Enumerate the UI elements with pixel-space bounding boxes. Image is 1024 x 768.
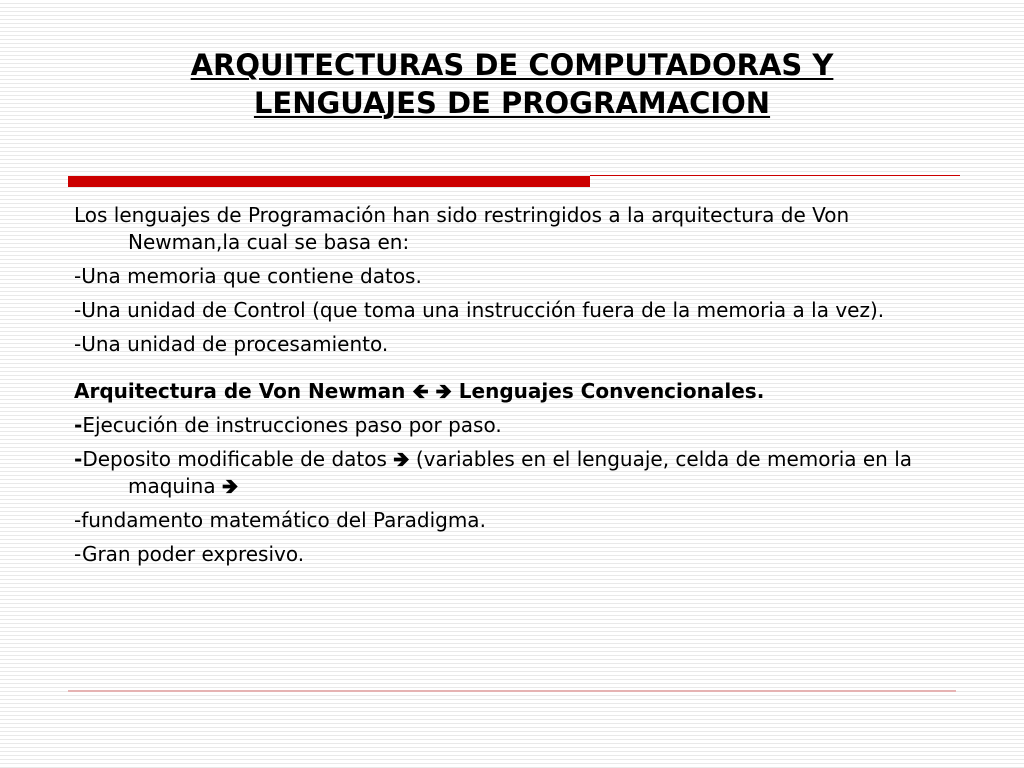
deposito-detail-text: (variables en el lenguaje, celda de memoria en la maquina xyxy=(128,447,913,498)
paragraph-procesamiento: -Una unidad de procesamiento. xyxy=(74,332,389,356)
paragraph-intro: Los lenguajes de Programación han sido restringidos a la arquitectura de Von Newman,la cual se basa en: xyxy=(74,203,850,254)
slide-body xyxy=(74,202,954,575)
right-arrow-icon: 🡺 xyxy=(435,379,452,403)
ejecucion-text: Ejecución de instrucciones paso por paso. xyxy=(82,413,502,437)
left-arrow-icon: 🡸 xyxy=(412,379,429,403)
slide-title-line-2: LENGUAJES DE PROGRAMACION xyxy=(253,86,771,120)
paragraph-deposito xyxy=(74,446,954,500)
right-arrow-icon: 🡺 xyxy=(393,447,410,471)
deposito-text: Deposito modificable de datos xyxy=(82,447,387,471)
paragraph-control: -Una unidad de Control (que toma una instrucción fuera de la memoria a la vez). xyxy=(74,298,885,322)
paragraph-von-newman-heading xyxy=(74,378,954,405)
heading-right-text: Lenguajes Convencionales. xyxy=(458,379,765,403)
paragraph-poder: -Gran poder expresivo. xyxy=(74,542,305,566)
title-red-line xyxy=(590,175,960,176)
footer-divider xyxy=(68,690,956,692)
paragraph-ejecucion xyxy=(74,412,954,439)
paragraph-fundamento: -fundamento matemático del Paradigma. xyxy=(74,508,486,532)
slide-title xyxy=(60,46,964,122)
bold-dash: - xyxy=(74,447,83,471)
bold-dash: - xyxy=(74,413,83,437)
heading-left-text: Arquitectura de Von Newman xyxy=(74,379,406,403)
title-red-bar xyxy=(68,176,590,187)
slide-title-line-1: ARQUITECTURAS DE COMPUTADORAS Y xyxy=(190,48,834,82)
paragraph-memoria: -Una memoria que contiene datos. xyxy=(74,264,422,288)
right-arrow-icon: 🡺 xyxy=(221,474,239,498)
